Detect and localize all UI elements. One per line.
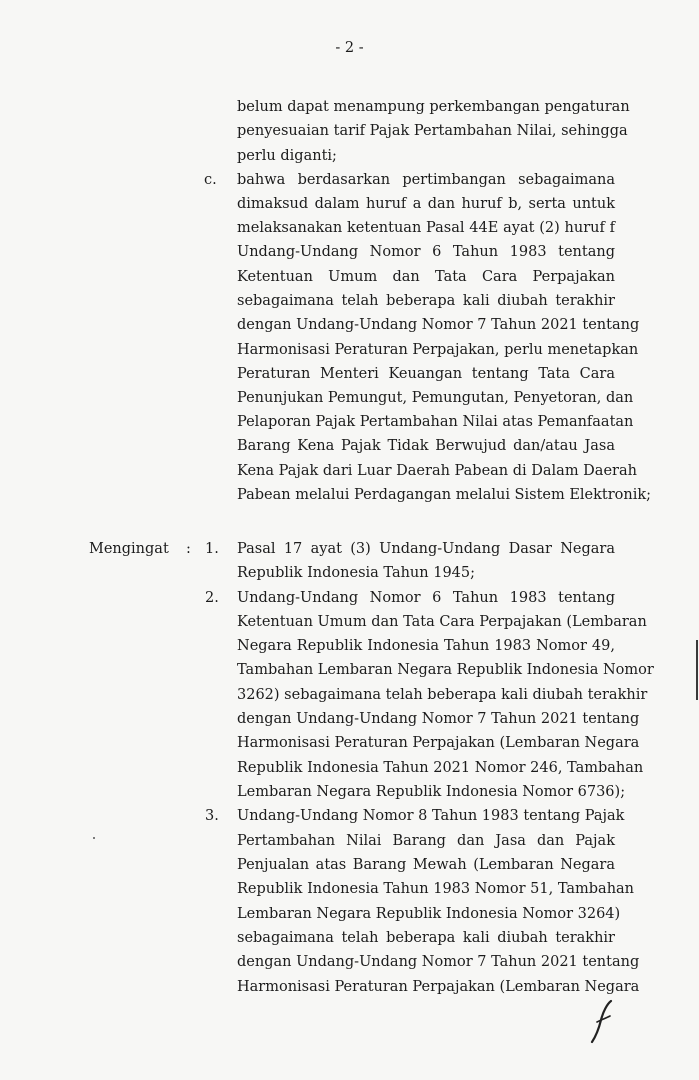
text-line: dengan Undang-Undang Nomor 7 Tahun 2021 tentang <box>237 317 640 333</box>
item-number: 2. <box>205 590 219 606</box>
item-number: 3. <box>205 808 219 824</box>
scan-edge-mark <box>696 640 698 700</box>
text-line: Pelaporan Pajak Pertambahan Nilai atas Pemanfaatan <box>237 414 634 430</box>
text-line: Pertambahan Nilai Barang dan Jasa dan Pajak <box>237 833 615 849</box>
text-line: dengan Undang-Undang Nomor 7 Tahun 2021 tentang <box>237 711 640 727</box>
text-line: Undang-Undang Nomor 6 Tahun 1983 tentang <box>237 244 615 260</box>
text-line: Tambahan Lembaran Negara Republik Indonesia Nomor <box>237 662 654 678</box>
text-line: Lembaran Negara Republik Indonesia Nomor 3264) <box>237 906 621 922</box>
text-line: Ketentuan Umum dan Tata Cara Perpajakan <box>237 269 615 285</box>
item-c-label: c. <box>204 172 217 188</box>
text-line: dimaksud dalam huruf a dan huruf b, serta untuk <box>237 196 615 212</box>
text-line: Harmonisasi Peraturan Perpajakan (Lembaran Negara <box>237 735 640 751</box>
mengingat-colon: : <box>186 541 191 557</box>
text-line: Harmonisasi Peraturan Perpajakan, perlu menetapkan <box>237 342 639 358</box>
text-line: bahwa berdasarkan pertimbangan sebagaimana <box>237 172 615 188</box>
text-line: sebagaimana telah beberapa kali diubah terakhir <box>237 930 615 946</box>
text-line: sebagaimana telah beberapa kali diubah terakhir <box>237 293 615 309</box>
text-line: Republik Indonesia Tahun 1983 Nomor 51, Tambahan <box>237 881 635 897</box>
item-number: 1. <box>205 541 219 557</box>
text-line: Undang-Undang Nomor 8 Tahun 1983 tentang Pajak <box>237 808 625 824</box>
text-line: Republik Indonesia Tahun 1945; <box>237 565 476 581</box>
paraf-initial-signature <box>585 998 615 1044</box>
text-line: Pabean melalui Perdagangan melalui Sistem Elektronik; <box>237 487 652 503</box>
text-line: Peraturan Menteri Keuangan tentang Tata Cara <box>237 366 615 382</box>
text-line: dengan Undang-Undang Nomor 7 Tahun 2021 tentang <box>237 954 640 970</box>
text-line: Pasal 17 ayat (3) Undang-Undang Dasar Negara <box>237 541 615 557</box>
text-line: Penunjukan Pemungut, Pemungutan, Penyetoran, dan <box>237 390 634 406</box>
text-line: melaksanakan ketentuan Pasal 44E ayat (2) huruf f <box>237 220 615 236</box>
text-line: perlu diganti; <box>237 148 337 164</box>
text-line: Penjualan atas Barang Mewah (Lembaran Negara <box>237 857 615 873</box>
text-line: penyesuaian tarif Pajak Pertambahan Nilai, sehingga <box>237 123 628 139</box>
text-line: Undang-Undang Nomor 6 Tahun 1983 tentang <box>237 590 615 606</box>
scan-speck <box>93 837 95 839</box>
text-line: Harmonisasi Peraturan Perpajakan (Lembaran Negara <box>237 979 640 995</box>
text-line: Barang Kena Pajak Tidak Berwujud dan/atau Jasa <box>237 438 615 454</box>
page-number: - 2 - <box>335 40 364 56</box>
text-line: belum dapat menampung perkembangan pengaturan <box>237 99 630 115</box>
text-line: Lembaran Negara Republik Indonesia Nomor 6736); <box>237 784 626 800</box>
text-line: Kena Pajak dari Luar Daerah Pabean di Dalam Daerah <box>237 463 637 479</box>
text-line: 3262) sebagaimana telah beberapa kali diubah terakhir <box>237 687 648 703</box>
mengingat-heading: Mengingat <box>89 541 169 557</box>
text-line: Ketentuan Umum dan Tata Cara Perpajakan (Lembaran <box>237 614 647 630</box>
text-line: Republik Indonesia Tahun 2021 Nomor 246, Tambahan <box>237 760 644 776</box>
text-line: Negara Republik Indonesia Tahun 1983 Nomor 49, <box>237 638 615 654</box>
